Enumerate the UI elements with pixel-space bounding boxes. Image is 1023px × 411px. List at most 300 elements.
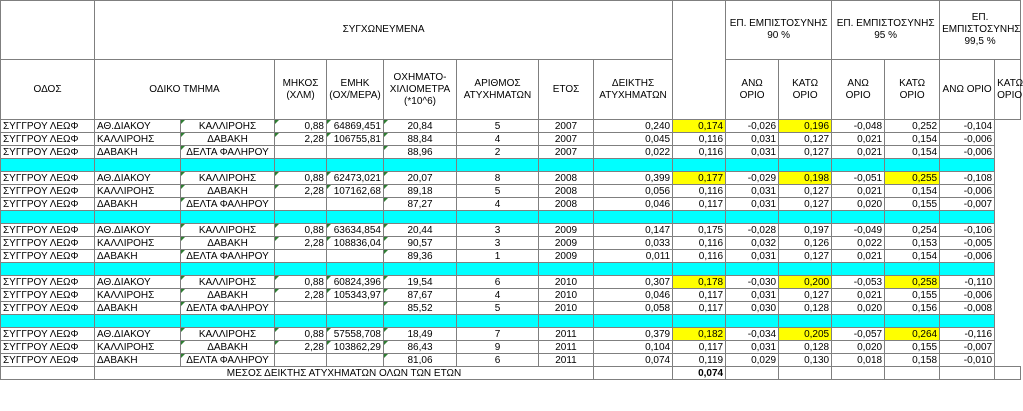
cell-road[interactable]: ΣΥΓΓΡΟΥ ΛΕΩΦ: [1, 185, 95, 198]
cell-length[interactable]: 2,28: [275, 341, 327, 354]
cell-road[interactable]: ΣΥΓΓΡΟΥ ΛΕΩΦ: [1, 146, 95, 159]
cell-lower-995[interactable]: -0,108: [940, 172, 995, 185]
cell-index[interactable]: 0,022: [594, 146, 673, 159]
cell-upper-995[interactable]: 0,254: [885, 224, 940, 237]
separator-cell: [673, 211, 726, 224]
cell-emik[interactable]: 63634,854: [327, 224, 384, 237]
cell-lower-995[interactable]: -0,008: [940, 302, 995, 315]
cell-vehkm[interactable]: 90,57: [384, 237, 457, 250]
table-row: [1, 146, 1021, 159]
separator-cell: [1, 211, 95, 224]
header-year: ΕΤΟΣ: [539, 60, 594, 120]
cell-lower-90[interactable]: 0,031: [726, 289, 779, 302]
cell-from[interactable]: ΔΑΒΑΚΗ: [95, 354, 181, 367]
footer-blank: [940, 367, 995, 380]
cell-vehkm[interactable]: 88,84: [384, 133, 457, 146]
cell-road[interactable]: ΣΥΓΓΡΟΥ ΛΕΩΦ: [1, 224, 95, 237]
cell-upper-95[interactable]: 0,127: [779, 198, 832, 211]
cell-lower-95[interactable]: 0,018: [832, 354, 885, 367]
cell-emik[interactable]: 108836,04: [327, 237, 384, 250]
cell-upper-995[interactable]: 0,154: [885, 146, 940, 159]
separator-cell: [457, 315, 539, 328]
cell-lower-90[interactable]: -0,034: [726, 328, 779, 341]
cell-upper-90[interactable]: 0,116: [673, 237, 726, 250]
cell-upper-90[interactable]: 0,116: [673, 185, 726, 198]
cell-upper-95[interactable]: 0,197: [779, 224, 832, 237]
cell-index[interactable]: 0,045: [594, 133, 673, 146]
footer-value[interactable]: 0,074: [673, 367, 726, 380]
table-row: [1, 224, 1021, 237]
cell-to[interactable]: ΔΕΛΤΑ ΦΑΛΗΡΟΥ: [181, 198, 275, 211]
cell-upper-95[interactable]: 0,127: [779, 133, 832, 146]
cell-lower-995[interactable]: -0,006: [940, 185, 995, 198]
cell-upper-995[interactable]: 0,158: [885, 354, 940, 367]
separator-cell: [327, 315, 384, 328]
cell-upper-995[interactable]: 0,258: [885, 276, 940, 289]
cell-length[interactable]: [275, 250, 327, 263]
cell-upper-95[interactable]: 0,128: [779, 341, 832, 354]
cell-upper-995[interactable]: 0,153: [885, 237, 940, 250]
cell-vehkm[interactable]: 85,52: [384, 302, 457, 315]
cell-accidents[interactable]: 4: [457, 198, 539, 211]
cell-lower-90[interactable]: 0,031: [726, 341, 779, 354]
cell-road[interactable]: ΣΥΓΓΡΟΥ ΛΕΩΦ: [1, 276, 95, 289]
cell-from[interactable]: ΚΑΛΛΙΡΟΗΣ: [95, 237, 181, 250]
cell-length[interactable]: 2,28: [275, 237, 327, 250]
cell-upper-90[interactable]: 0,119: [673, 354, 726, 367]
separator-cell: [95, 211, 181, 224]
cell-index[interactable]: 0,011: [594, 250, 673, 263]
table-row: [1, 289, 1021, 302]
cell-upper-90[interactable]: 0,117: [673, 341, 726, 354]
cell-lower-95[interactable]: 0,020: [832, 198, 885, 211]
cell-lower-95[interactable]: -0,051: [832, 172, 885, 185]
separator-cell: [384, 315, 457, 328]
separator-cell: [327, 263, 384, 276]
cell-upper-95[interactable]: 0,127: [779, 250, 832, 263]
cell-length[interactable]: 0,88: [275, 328, 327, 341]
cell-accidents[interactable]: 7: [457, 328, 539, 341]
cell-lower-995[interactable]: -0,006: [940, 289, 995, 302]
cell-to[interactable]: ΚΑΛΛΙΡΟΗΣ: [181, 172, 275, 185]
cell-index[interactable]: 0,046: [594, 198, 673, 211]
header-lower-995: ΚΑΤΩ ΟΡΙΟ: [995, 60, 1021, 120]
cell-lower-995[interactable]: -0,116: [940, 328, 995, 341]
cell-upper-90[interactable]: 0,175: [673, 224, 726, 237]
cell-accidents[interactable]: 3: [457, 237, 539, 250]
separator-cell: [779, 315, 832, 328]
cell-year[interactable]: 2009: [539, 237, 594, 250]
separator-cell: [457, 263, 539, 276]
cell-index[interactable]: 0,399: [594, 172, 673, 185]
cell-upper-995[interactable]: 0,154: [885, 185, 940, 198]
cell-index[interactable]: 0,379: [594, 328, 673, 341]
cell-accidents[interactable]: 2: [457, 146, 539, 159]
cell-lower-90[interactable]: 0,031: [726, 185, 779, 198]
cell-from[interactable]: ΑΘ.ΔΙΑΚΟΥ: [95, 172, 181, 185]
separator-cell: [95, 159, 181, 172]
cell-upper-95[interactable]: 0,200: [779, 276, 832, 289]
cell-year[interactable]: 2008: [539, 198, 594, 211]
cell-index[interactable]: 0,104: [594, 341, 673, 354]
cell-road[interactable]: ΣΥΓΓΡΟΥ ΛΕΩΦ: [1, 328, 95, 341]
cell-upper-995[interactable]: 0,255: [885, 172, 940, 185]
cell-length[interactable]: 0,88: [275, 276, 327, 289]
cell-year[interactable]: 2008: [539, 185, 594, 198]
header-segment: ΟΔΙΚΟ ΤΜΗΜΑ: [95, 60, 275, 120]
cell-accidents[interactable]: 5: [457, 120, 539, 133]
footer-blank: [779, 367, 832, 380]
separator-cell: [832, 263, 885, 276]
cell-upper-995[interactable]: 0,155: [885, 198, 940, 211]
cell-lower-95[interactable]: 0,021: [832, 133, 885, 146]
cell-year[interactable]: 2011: [539, 341, 594, 354]
cell-road[interactable]: ΣΥΓΓΡΟΥ ΛΕΩΦ: [1, 237, 95, 250]
cell-vehkm[interactable]: 18,49: [384, 328, 457, 341]
cell-year[interactable]: 2007: [539, 120, 594, 133]
cell-lower-995[interactable]: -0,106: [940, 224, 995, 237]
cell-accidents[interactable]: 3: [457, 224, 539, 237]
cell-vehkm[interactable]: 89,36: [384, 250, 457, 263]
separator-cell: [885, 159, 940, 172]
separator-cell: [673, 315, 726, 328]
cell-upper-995[interactable]: 0,156: [885, 302, 940, 315]
separator-cell: [181, 159, 275, 172]
separator-cell: [779, 211, 832, 224]
cell-from[interactable]: ΔΑΒΑΚΗ: [95, 198, 181, 211]
cell-emik[interactable]: 105343,97: [327, 289, 384, 302]
separator-cell: [539, 315, 594, 328]
cell-upper-90[interactable]: 0,116: [673, 250, 726, 263]
cell-from[interactable]: ΔΑΒΑΚΗ: [95, 250, 181, 263]
separator-cell: [832, 315, 885, 328]
cell-upper-95[interactable]: 0,205: [779, 328, 832, 341]
cell-vehkm[interactable]: 19,54: [384, 276, 457, 289]
cell-year[interactable]: 2010: [539, 276, 594, 289]
footer-blank: [995, 367, 1021, 380]
cell-from[interactable]: ΑΘ.ΔΙΑΚΟΥ: [95, 120, 181, 133]
separator-cell: [832, 211, 885, 224]
cell-vehkm[interactable]: 20,44: [384, 224, 457, 237]
cell-lower-90[interactable]: 0,031: [726, 250, 779, 263]
cell-lower-90[interactable]: -0,028: [726, 224, 779, 237]
table-row: [1, 302, 1021, 315]
cell-vehkm[interactable]: 87,27: [384, 198, 457, 211]
cell-lower-995[interactable]: -0,104: [940, 120, 995, 133]
header-merged: ΣΥΓΧΩΝΕΥΜΕΝΑ: [95, 1, 673, 60]
separator-cell: [1, 263, 95, 276]
cell-lower-995[interactable]: -0,006: [940, 133, 995, 146]
header-upper-95: ΑΝΩ ΟΡΙΟ: [832, 60, 885, 120]
cell-upper-95[interactable]: 0,127: [779, 185, 832, 198]
cell-lower-95[interactable]: -0,057: [832, 328, 885, 341]
cell-from[interactable]: ΚΑΛΛΙΡΟΗΣ: [95, 289, 181, 302]
separator-cell: [779, 159, 832, 172]
footer-blank: [726, 367, 779, 380]
cell-length[interactable]: 2,28: [275, 185, 327, 198]
cell-year[interactable]: 2010: [539, 289, 594, 302]
cell-to[interactable]: ΔΑΒΑΚΗ: [181, 341, 275, 354]
cell-lower-95[interactable]: 0,021: [832, 146, 885, 159]
cell-to[interactable]: ΚΑΛΛΙΡΟΗΣ: [181, 120, 275, 133]
cell-road[interactable]: ΣΥΓΓΡΟΥ ΛΕΩΦ: [1, 250, 95, 263]
footer-label: ΜΕΣΟΣ ΔΕΙΚΤΗΣ ΑΤΥΧΗΜΑΤΩΝ ΟΛΩΝ ΤΩΝ ΕΤΩΝ: [95, 367, 594, 380]
cell-accidents[interactable]: 9: [457, 341, 539, 354]
cell-to[interactable]: ΚΑΛΛΙΡΟΗΣ: [181, 328, 275, 341]
cell-upper-90[interactable]: 0,174: [673, 120, 726, 133]
cell-from[interactable]: ΚΑΛΛΙΡΟΗΣ: [95, 133, 181, 146]
separator-cell: [539, 263, 594, 276]
cell-year[interactable]: 2010: [539, 302, 594, 315]
cell-lower-90[interactable]: 0,031: [726, 146, 779, 159]
cell-lower-95[interactable]: 0,022: [832, 237, 885, 250]
cell-vehkm[interactable]: 89,18: [384, 185, 457, 198]
cell-upper-90[interactable]: 0,117: [673, 302, 726, 315]
cell-upper-90[interactable]: 0,177: [673, 172, 726, 185]
header-conf90: ΕΠ. ΕΜΠΙΣΤΟΣΥΝΗΣ 90 %: [726, 1, 832, 60]
cell-accidents[interactable]: 4: [457, 289, 539, 302]
cell-lower-95[interactable]: -0,049: [832, 224, 885, 237]
cell-length[interactable]: 2,28: [275, 133, 327, 146]
cell-lower-90[interactable]: 0,032: [726, 237, 779, 250]
separator-cell: [275, 159, 327, 172]
cell-from[interactable]: ΑΘ.ΔΙΑΚΟΥ: [95, 328, 181, 341]
separator-cell: [832, 159, 885, 172]
cell-lower-995[interactable]: -0,005: [940, 237, 995, 250]
cell-length[interactable]: [275, 198, 327, 211]
cell-upper-95[interactable]: 0,130: [779, 354, 832, 367]
separator-cell: [457, 159, 539, 172]
cell-vehkm[interactable]: 20,84: [384, 120, 457, 133]
cell-lower-995[interactable]: -0,110: [940, 276, 995, 289]
cell-index[interactable]: 0,056: [594, 185, 673, 198]
cell-emik[interactable]: 64869,451: [327, 120, 384, 133]
cell-upper-95[interactable]: 0,127: [779, 146, 832, 159]
cell-upper-90[interactable]: 0,116: [673, 146, 726, 159]
separator-cell: [275, 263, 327, 276]
cell-upper-90[interactable]: 0,117: [673, 198, 726, 211]
cell-lower-95[interactable]: 0,020: [832, 341, 885, 354]
cell-index[interactable]: 0,147: [594, 224, 673, 237]
cell-upper-995[interactable]: 0,155: [885, 341, 940, 354]
cell-lower-95[interactable]: 0,020: [832, 302, 885, 315]
cell-lower-90[interactable]: 0,031: [726, 198, 779, 211]
cell-emik[interactable]: 106755,81: [327, 133, 384, 146]
cell-accidents[interactable]: 5: [457, 185, 539, 198]
header-blank: [1, 1, 95, 60]
separator-cell: [384, 211, 457, 224]
cell-vehkm[interactable]: 81,06: [384, 354, 457, 367]
cell-emik[interactable]: 62473,021: [327, 172, 384, 185]
footer-blank: [832, 367, 885, 380]
cell-lower-995[interactable]: -0,007: [940, 341, 995, 354]
cell-road[interactable]: ΣΥΓΓΡΟΥ ΛΕΩΦ: [1, 354, 95, 367]
cell-from[interactable]: ΑΘ.ΔΙΑΚΟΥ: [95, 224, 181, 237]
cell-accidents[interactable]: 5: [457, 302, 539, 315]
cell-accidents[interactable]: 1: [457, 250, 539, 263]
cell-lower-995[interactable]: -0,007: [940, 198, 995, 211]
cell-from[interactable]: ΑΘ.ΔΙΑΚΟΥ: [95, 276, 181, 289]
cell-upper-995[interactable]: 0,155: [885, 289, 940, 302]
cell-road[interactable]: ΣΥΓΓΡΟΥ ΛΕΩΦ: [1, 172, 95, 185]
cell-lower-95[interactable]: 0,021: [832, 185, 885, 198]
separator-cell: [594, 211, 673, 224]
table-row: [1, 237, 1021, 250]
cell-year[interactable]: 2008: [539, 172, 594, 185]
cell-vehkm[interactable]: 86,43: [384, 341, 457, 354]
cell-road[interactable]: ΣΥΓΓΡΟΥ ΛΕΩΦ: [1, 302, 95, 315]
cell-upper-95[interactable]: 0,196: [779, 120, 832, 133]
cell-lower-95[interactable]: 0,021: [832, 250, 885, 263]
cell-index[interactable]: 0,058: [594, 302, 673, 315]
cell-to[interactable]: ΔΑΒΑΚΗ: [181, 133, 275, 146]
cell-year[interactable]: 2007: [539, 133, 594, 146]
table-row: [1, 341, 1021, 354]
table-row: [1, 172, 1021, 185]
cell-emik[interactable]: 103862,29: [327, 341, 384, 354]
cell-index[interactable]: 0,046: [594, 289, 673, 302]
cell-lower-90[interactable]: -0,030: [726, 276, 779, 289]
separator-cell: [1, 159, 95, 172]
separator-cell: [384, 159, 457, 172]
table-row: [1, 354, 1021, 367]
cell-from[interactable]: ΔΑΒΑΚΗ: [95, 146, 181, 159]
cell-length[interactable]: [275, 146, 327, 159]
separator-cell: [779, 263, 832, 276]
cell-upper-95[interactable]: 0,127: [779, 289, 832, 302]
cell-length[interactable]: 0,88: [275, 120, 327, 133]
cell-to[interactable]: ΔΕΛΤΑ ΦΑΛΗΡΟΥ: [181, 146, 275, 159]
separator-row: [1, 263, 1021, 276]
cell-vehkm[interactable]: 20,07: [384, 172, 457, 185]
cell-emik[interactable]: [327, 302, 384, 315]
cell-upper-995[interactable]: 0,252: [885, 120, 940, 133]
separator-row: [1, 315, 1021, 328]
cell-to[interactable]: ΚΑΛΛΙΡΟΗΣ: [181, 224, 275, 237]
cell-lower-90[interactable]: -0,026: [726, 120, 779, 133]
cell-accidents[interactable]: 6: [457, 354, 539, 367]
header-upper-995: ΑΝΩ ΟΡΙΟ: [940, 60, 995, 120]
cell-emik[interactable]: 107162,68: [327, 185, 384, 198]
cell-accidents[interactable]: 6: [457, 276, 539, 289]
cell-accidents[interactable]: 8: [457, 172, 539, 185]
cell-emik[interactable]: 57558,708: [327, 328, 384, 341]
footer-blank: [594, 367, 673, 380]
cell-from[interactable]: ΚΑΛΛΙΡΟΗΣ: [95, 185, 181, 198]
cell-emik[interactable]: [327, 198, 384, 211]
cell-vehkm[interactable]: 88,96: [384, 146, 457, 159]
header-road: ΟΔΟΣ: [1, 60, 95, 120]
separator-cell: [940, 263, 995, 276]
cell-upper-95[interactable]: 0,198: [779, 172, 832, 185]
cell-length[interactable]: 0,88: [275, 224, 327, 237]
cell-length[interactable]: 0,88: [275, 172, 327, 185]
cell-lower-95[interactable]: -0,053: [832, 276, 885, 289]
cell-upper-95[interactable]: 0,128: [779, 302, 832, 315]
cell-upper-995[interactable]: 0,154: [885, 250, 940, 263]
separator-cell: [181, 211, 275, 224]
separator-cell: [181, 263, 275, 276]
header-lower-95: ΚΑΤΩ ΟΡΙΟ: [885, 60, 940, 120]
cell-vehkm[interactable]: 87,67: [384, 289, 457, 302]
cell-from[interactable]: ΔΑΒΑΚΗ: [95, 302, 181, 315]
cell-index[interactable]: 0,074: [594, 354, 673, 367]
cell-index[interactable]: 0,033: [594, 237, 673, 250]
cell-road[interactable]: ΣΥΓΓΡΟΥ ΛΕΩΦ: [1, 341, 95, 354]
separator-cell: [885, 263, 940, 276]
separator-cell: [181, 315, 275, 328]
cell-accidents[interactable]: 4: [457, 133, 539, 146]
cell-lower-90[interactable]: 0,030: [726, 302, 779, 315]
cell-emik[interactable]: 60824,396: [327, 276, 384, 289]
cell-index[interactable]: 0,307: [594, 276, 673, 289]
separator-cell: [726, 315, 779, 328]
cell-road[interactable]: ΣΥΓΓΡΟΥ ΛΕΩΦ: [1, 120, 95, 133]
cell-upper-90[interactable]: 0,116: [673, 133, 726, 146]
cell-length[interactable]: 2,28: [275, 289, 327, 302]
cell-to[interactable]: ΔΑΒΑΚΗ: [181, 185, 275, 198]
cell-lower-90[interactable]: 0,029: [726, 354, 779, 367]
cell-road[interactable]: ΣΥΓΓΡΟΥ ΛΕΩΦ: [1, 133, 95, 146]
cell-road[interactable]: ΣΥΓΓΡΟΥ ΛΕΩΦ: [1, 289, 95, 302]
header-vehkm: ΟΧΗΜΑΤΟ-ΧΙΛΙΟΜΕΤΡΑ (*10^6): [384, 60, 457, 120]
cell-year[interactable]: 2007: [539, 146, 594, 159]
separator-cell: [95, 315, 181, 328]
cell-to[interactable]: ΔΕΛΤΑ ΦΑΛΗΡΟΥ: [181, 302, 275, 315]
separator-row: [1, 211, 1021, 224]
separator-cell: [457, 211, 539, 224]
cell-index[interactable]: 0,240: [594, 120, 673, 133]
cell-lower-90[interactable]: -0,029: [726, 172, 779, 185]
cell-emik[interactable]: [327, 146, 384, 159]
cell-emik[interactable]: [327, 354, 384, 367]
cell-to[interactable]: ΔΑΒΑΚΗ: [181, 289, 275, 302]
cell-year[interactable]: 2011: [539, 354, 594, 367]
cell-year[interactable]: 2009: [539, 250, 594, 263]
cell-lower-95[interactable]: -0,048: [832, 120, 885, 133]
cell-upper-995[interactable]: 0,264: [885, 328, 940, 341]
cell-lower-95[interactable]: 0,021: [832, 289, 885, 302]
cell-road[interactable]: ΣΥΓΓΡΟΥ ΛΕΩΦ: [1, 198, 95, 211]
cell-from[interactable]: ΚΑΛΛΙΡΟΗΣ: [95, 341, 181, 354]
separator-cell: [940, 159, 995, 172]
cell-lower-995[interactable]: -0,010: [940, 354, 995, 367]
cell-upper-95[interactable]: 0,126: [779, 237, 832, 250]
cell-length[interactable]: [275, 354, 327, 367]
cell-upper-90[interactable]: 0,182: [673, 328, 726, 341]
cell-to[interactable]: ΚΑΛΛΙΡΟΗΣ: [181, 276, 275, 289]
cell-year[interactable]: 2009: [539, 224, 594, 237]
cell-upper-90[interactable]: 0,117: [673, 289, 726, 302]
cell-to[interactable]: ΔΑΒΑΚΗ: [181, 237, 275, 250]
separator-cell: [1, 315, 95, 328]
cell-lower-995[interactable]: -0,006: [940, 146, 995, 159]
cell-upper-90[interactable]: 0,178: [673, 276, 726, 289]
cell-lower-90[interactable]: 0,031: [726, 133, 779, 146]
cell-length[interactable]: [275, 302, 327, 315]
cell-to[interactable]: ΔΕΛΤΑ ΦΑΛΗΡΟΥ: [181, 250, 275, 263]
separator-cell: [885, 315, 940, 328]
cell-upper-995[interactable]: 0,154: [885, 133, 940, 146]
separator-cell: [327, 211, 384, 224]
cell-emik[interactable]: [327, 250, 384, 263]
separator-cell: [275, 211, 327, 224]
header-emik: ΕΜΗΚ (ΟΧ/ΜΕΡΑ): [327, 60, 384, 120]
cell-to[interactable]: ΔΕΛΤΑ ΦΑΛΗΡΟΥ: [181, 354, 275, 367]
cell-lower-995[interactable]: -0,006: [940, 250, 995, 263]
header-lower-90: ΚΑΤΩ ΟΡΙΟ: [779, 60, 832, 120]
cell-year[interactable]: 2011: [539, 328, 594, 341]
